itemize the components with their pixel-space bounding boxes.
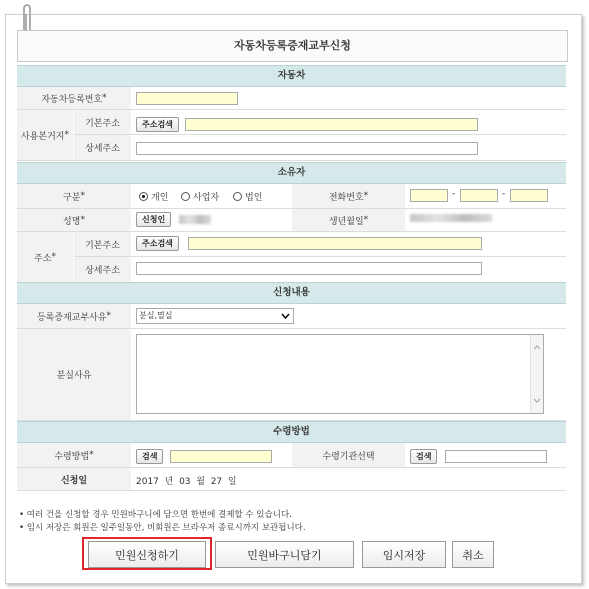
- owner-phone-input-1[interactable]: [410, 189, 448, 202]
- vehicle-reg-label: 자동차등록번호 *: [17, 87, 131, 109]
- owner-type-radio-individual[interactable]: [139, 192, 148, 201]
- receive-method-input[interactable]: [170, 450, 272, 463]
- vehicle-basic-address-label: 기본주소: [74, 110, 131, 134]
- request-reason-label: 등록증재교부사유 *: [17, 304, 131, 328]
- phone-separator: -: [452, 189, 456, 199]
- owner-phone-label: 전화번호 *: [292, 184, 405, 208]
- owner-phone-input-2[interactable]: [460, 189, 498, 202]
- section-request-header: 신청내용: [17, 282, 566, 304]
- owner-type-radio-business[interactable]: [181, 192, 190, 201]
- owner-type-radio-corporation[interactable]: [233, 192, 242, 201]
- vehicle-detail-address-label: 상세주소: [74, 135, 131, 160]
- redacted-birth: [410, 214, 492, 222]
- owner-detail-address-label: 상세주소: [74, 257, 131, 282]
- vehicle-address-label: 사용본거지 *: [17, 110, 73, 160]
- receive-method-search-button[interactable]: 검색: [136, 449, 163, 464]
- owner-type-label: 구분 *: [17, 184, 131, 208]
- owner-name-row: [17, 209, 566, 232]
- form-title: 자동차등록증재교부신청: [17, 30, 568, 62]
- request-reason-select[interactable]: 분실,멸실: [136, 308, 294, 324]
- owner-birth-label: 생년월일 *: [292, 209, 405, 231]
- owner-type-option-individual: 개인: [151, 193, 169, 203]
- apply-date-row: [17, 468, 566, 491]
- owner-name-label: 성명 *: [17, 209, 131, 231]
- vehicle-address-row: [17, 110, 566, 161]
- section-receive-header: 수령방법: [17, 421, 566, 443]
- note-temp-save: • 임시 저장은 회원은 일주일동안, 비회원은 브라우저 종료시까지 보관됩니다.: [19, 523, 306, 533]
- section-vehicle-header: 자동차: [17, 65, 566, 87]
- applicant-button[interactable]: 신청인: [136, 212, 171, 227]
- loss-reason-row: [17, 329, 566, 421]
- chevron-down-icon: [281, 313, 290, 319]
- loss-reason-label: 분실사유: [17, 329, 131, 420]
- cancel-button[interactable]: 취소: [452, 541, 494, 568]
- owner-basic-address-label: 기본주소: [74, 232, 131, 256]
- vehicle-reg-row: [17, 87, 566, 110]
- receive-org-search-button[interactable]: 검색: [410, 449, 437, 464]
- vehicle-address-search-button[interactable]: 주소검색: [136, 117, 179, 132]
- phone-separator: -: [502, 189, 506, 199]
- apply-date-label: 신청일: [17, 468, 131, 490]
- receive-org-label: 수령기관선택: [292, 443, 405, 467]
- owner-detail-address-input[interactable]: [136, 262, 482, 275]
- owner-address-search-button[interactable]: 주소검색: [136, 236, 179, 251]
- loss-reason-textarea[interactable]: [136, 334, 544, 414]
- note-basket: • 여러 건을 신청할 경우 민원바구니에 담으면 한번에 결제할 수 있습니다.: [19, 510, 292, 520]
- divider: [74, 256, 566, 257]
- owner-type-row: [17, 184, 566, 209]
- vehicle-detail-address-input[interactable]: [136, 142, 478, 155]
- divider: [74, 134, 566, 135]
- request-reason-row: [17, 304, 566, 329]
- owner-phone-input-3[interactable]: [510, 189, 548, 202]
- vehicle-reg-input[interactable]: [136, 92, 238, 105]
- section-owner-header: 소유자: [17, 162, 566, 184]
- owner-address-row: [17, 232, 566, 283]
- receive-method-label: 수령방법 *: [17, 443, 131, 467]
- temp-save-button[interactable]: 임시저장: [362, 541, 446, 568]
- apply-date-value: 2017 년 03 월 27 일: [136, 477, 237, 487]
- owner-address-label: 주소 *: [17, 232, 73, 282]
- receive-method-row: [17, 443, 566, 468]
- submit-button[interactable]: 민원신청하기: [88, 541, 206, 568]
- receive-org-input[interactable]: [445, 450, 547, 463]
- owner-type-option-business: 사업자: [193, 193, 220, 203]
- scroll-down-icon[interactable]: [533, 398, 541, 403]
- basket-button[interactable]: 민원바구니담기: [215, 541, 354, 568]
- redacted-name: [179, 215, 211, 224]
- owner-type-option-corporation: 법인: [245, 193, 263, 203]
- owner-basic-address-input[interactable]: [188, 237, 482, 250]
- vehicle-basic-address-input[interactable]: [185, 118, 478, 131]
- scroll-up-icon[interactable]: [533, 345, 541, 350]
- textarea-scrollbar[interactable]: [530, 335, 543, 413]
